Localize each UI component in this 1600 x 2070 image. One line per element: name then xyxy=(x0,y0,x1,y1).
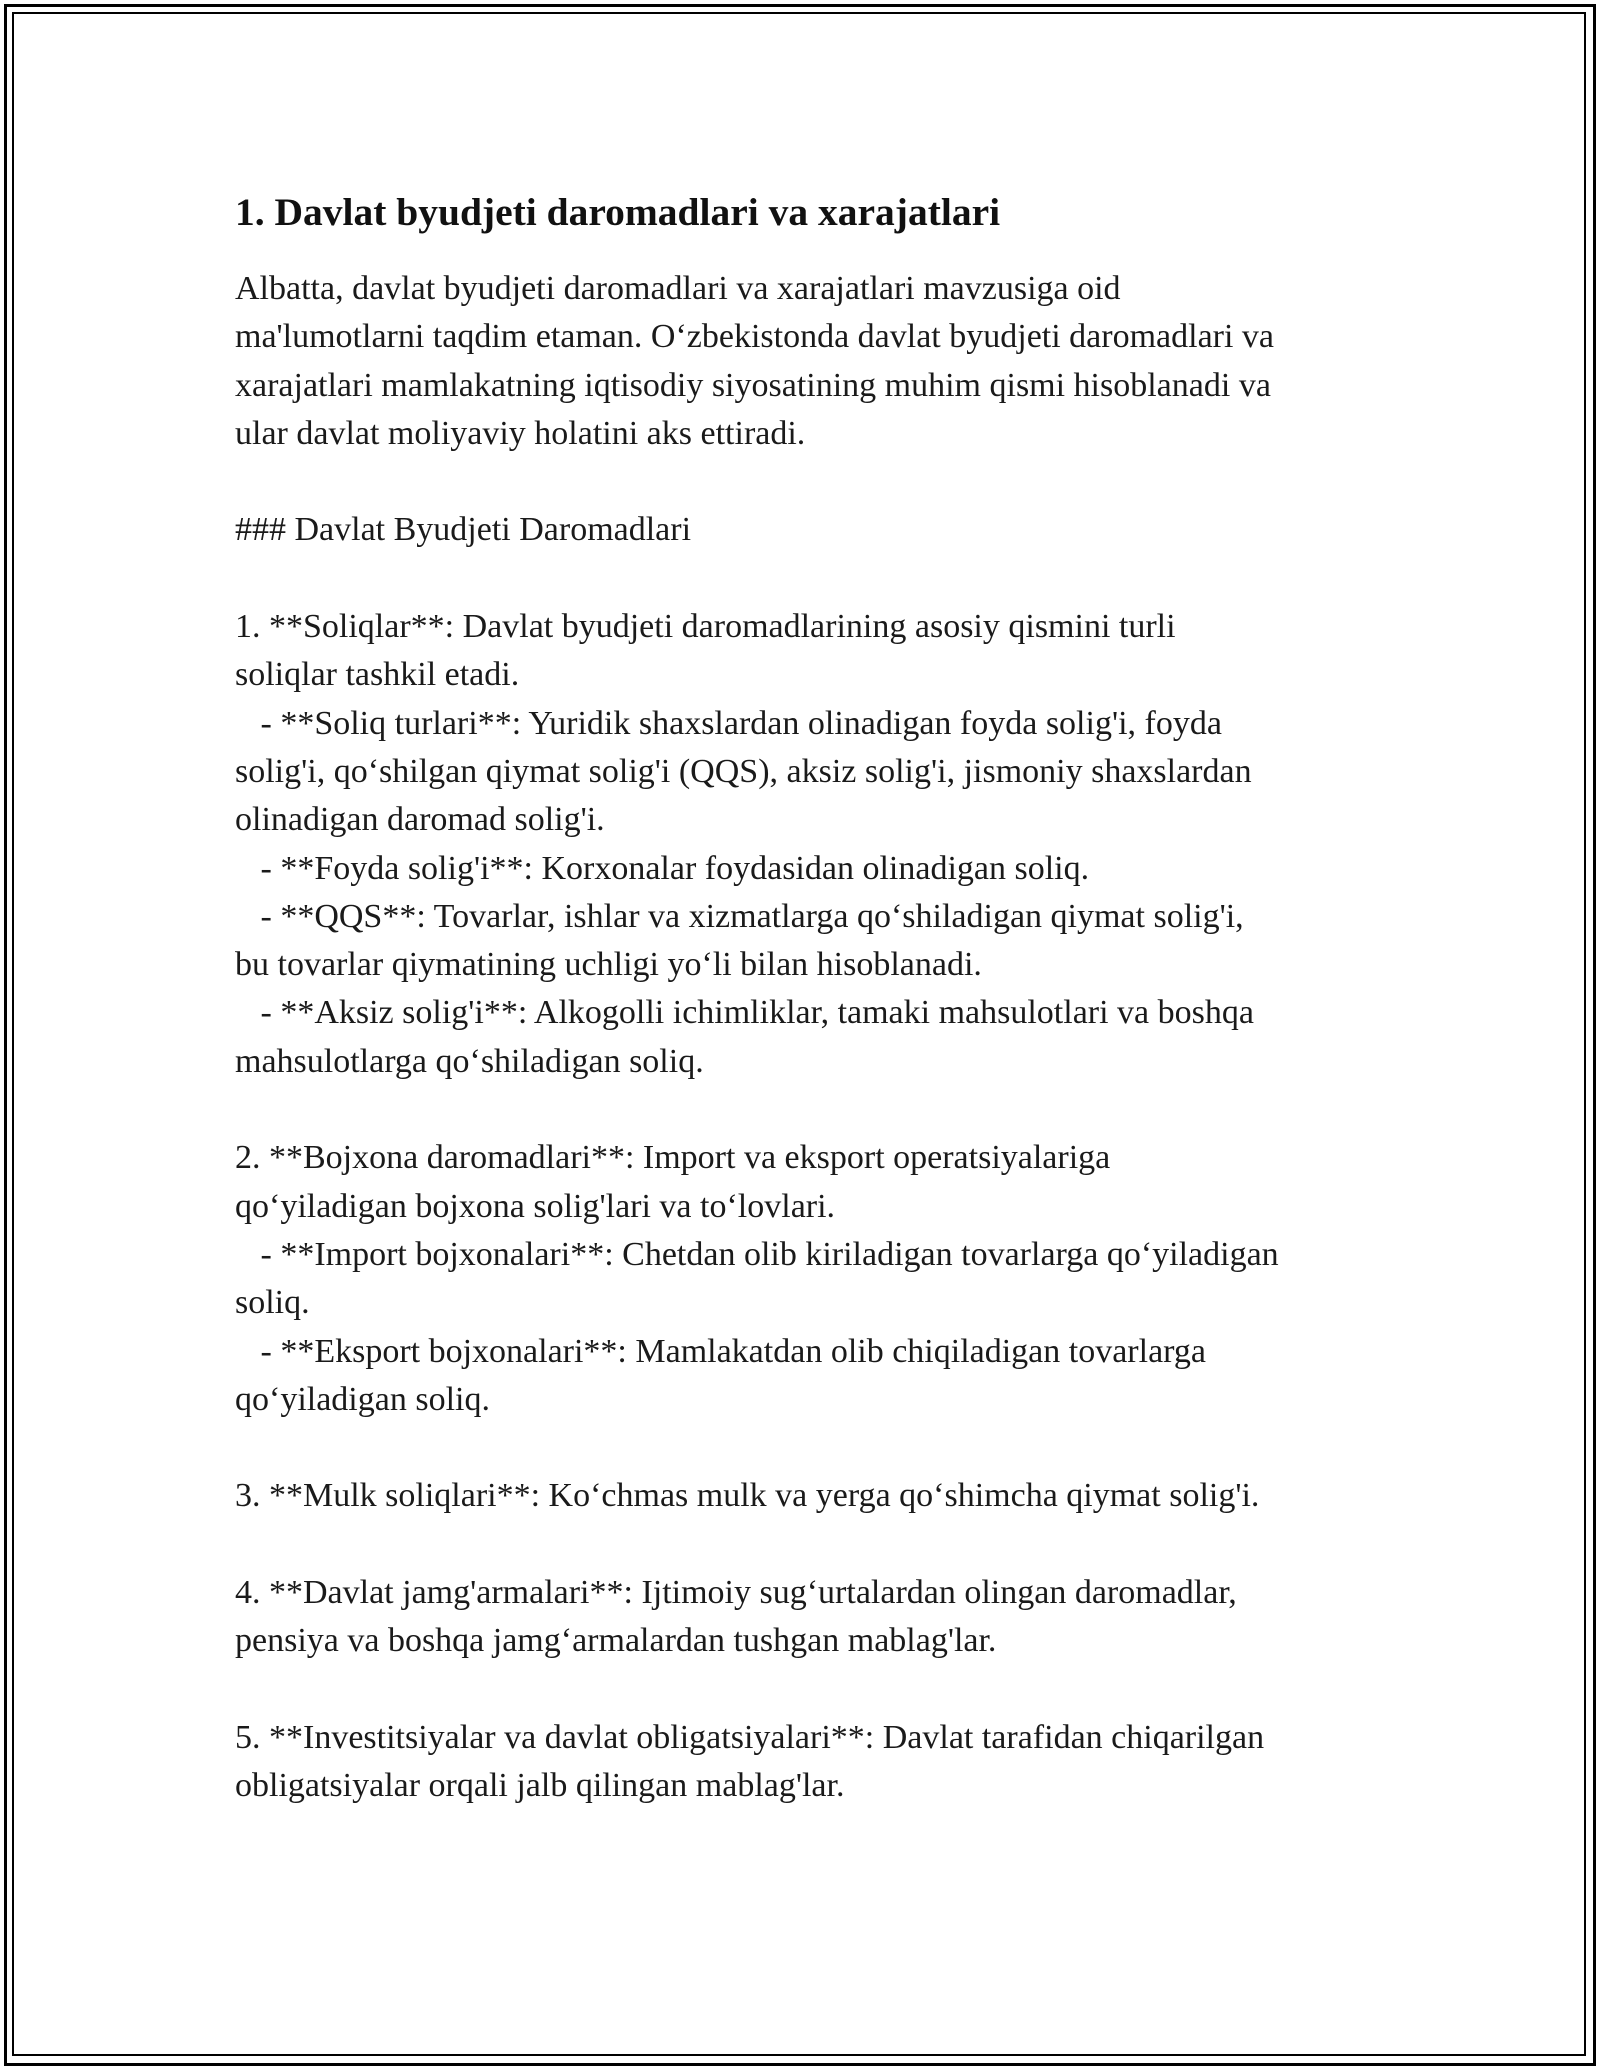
blank-line xyxy=(235,1666,1375,1714)
text-line: - **QQS**: Tovarlar, ishlar va xizmatlarga qo‘shiladigan qiymat solig'i, xyxy=(235,897,1244,935)
text-line: soliq. xyxy=(235,1284,310,1322)
blank-line xyxy=(235,458,1375,506)
document-body xyxy=(235,185,1375,1811)
blank-line xyxy=(235,1424,1375,1472)
section-heading: ### Davlat Byudjeti Daromadlari xyxy=(235,511,692,549)
list-item-bojxona xyxy=(235,1134,1375,1424)
blank-line xyxy=(235,555,1375,603)
text-line: 4. **Davlat jamg'armalari**: Ijtimoiy sug‘urtalardan olingan daromadlar, xyxy=(235,1574,1237,1612)
blank-line xyxy=(235,1521,1375,1569)
blank-line xyxy=(235,1086,1375,1134)
text-line: 2. **Bojxona daromadlari**: Import va eksport operatsiyalariga xyxy=(235,1139,1111,1177)
text-line: - **Eksport bojxonalari**: Mamlakatdan olib chiqiladigan tovarlarga xyxy=(235,1332,1206,1370)
text-line: obligatsiyalar orqali jalb qilingan mablag'lar. xyxy=(235,1767,845,1805)
text-line: xarajatlari mamlakatning iqtisodiy siyosatining muhim qismi hisoblanadi va xyxy=(235,366,1271,404)
text-line: mahsulotlarga qo‘shiladigan soliq. xyxy=(235,1042,704,1080)
list-item-jamgarmalar xyxy=(235,1569,1375,1666)
text-line: ma'lumotlarni taqdim etaman. O‘zbekistonda davlat byudjeti daromadlari va xyxy=(235,318,1275,356)
text-line: pensiya va boshqa jamg‘armalardan tushgan mablag'lar. xyxy=(235,1622,997,1660)
text-line: bu tovarlar qiymatining uchligi yo‘li bilan hisoblanadi. xyxy=(235,946,982,984)
text-line: qo‘yiladigan bojxona solig'lari va to‘lovlari. xyxy=(235,1187,836,1225)
text-line: 5. **Investitsiyalar va davlat obligatsiyalari**: Davlat tarafidan chiqarilgan xyxy=(235,1718,1265,1756)
text-line: solig'i, qo‘shilgan qiymat solig'i (QQS), aksiz solig'i, jismoniy shaxslardan xyxy=(235,752,1252,790)
list-item-soliqlar xyxy=(235,603,1375,1086)
text-line: ular davlat moliyaviy holatini aks ettiradi. xyxy=(235,414,806,452)
text-line: - **Aksiz solig'i**: Alkogolli ichimliklar, tamaki mahsulotlari va boshqa xyxy=(235,994,1254,1032)
document-heading: 1. Davlat byudjeti daromadlari va xarajatlari xyxy=(235,190,1001,234)
intro-paragraph xyxy=(235,265,1375,458)
list-item-investitsiyalar xyxy=(235,1714,1375,1811)
text-line: - **Import bojxonalari**: Chetdan olib kiriladigan tovarlarga qo‘yiladigan xyxy=(235,1235,1279,1273)
text-line: - **Foyda solig'i**: Korxonalar foydasidan olinadigan soliq. xyxy=(235,849,1090,887)
text-line: 1. **Soliqlar**: Davlat byudjeti daromadlarining asosiy qismini turli xyxy=(235,608,1176,646)
text-line: olinadigan daromad solig'i. xyxy=(235,801,605,839)
text-line: Albatta, davlat byudjeti daromadlari va xarajatlari mavzusiga oid xyxy=(235,270,1121,307)
text-line: qo‘yiladigan soliq. xyxy=(235,1380,490,1418)
text-line: soliqlar tashkil etadi. xyxy=(235,656,520,694)
text-line: - **Soliq turlari**: Yuridik shaxslardan olinadigan foyda solig'i, foyda xyxy=(235,704,1222,742)
list-item-mulk xyxy=(235,1472,1375,1520)
text-line: 3. **Mulk soliqlari**: Ko‘chmas mulk va yerga qo‘shimcha qiymat solig'i. xyxy=(235,1477,1260,1515)
